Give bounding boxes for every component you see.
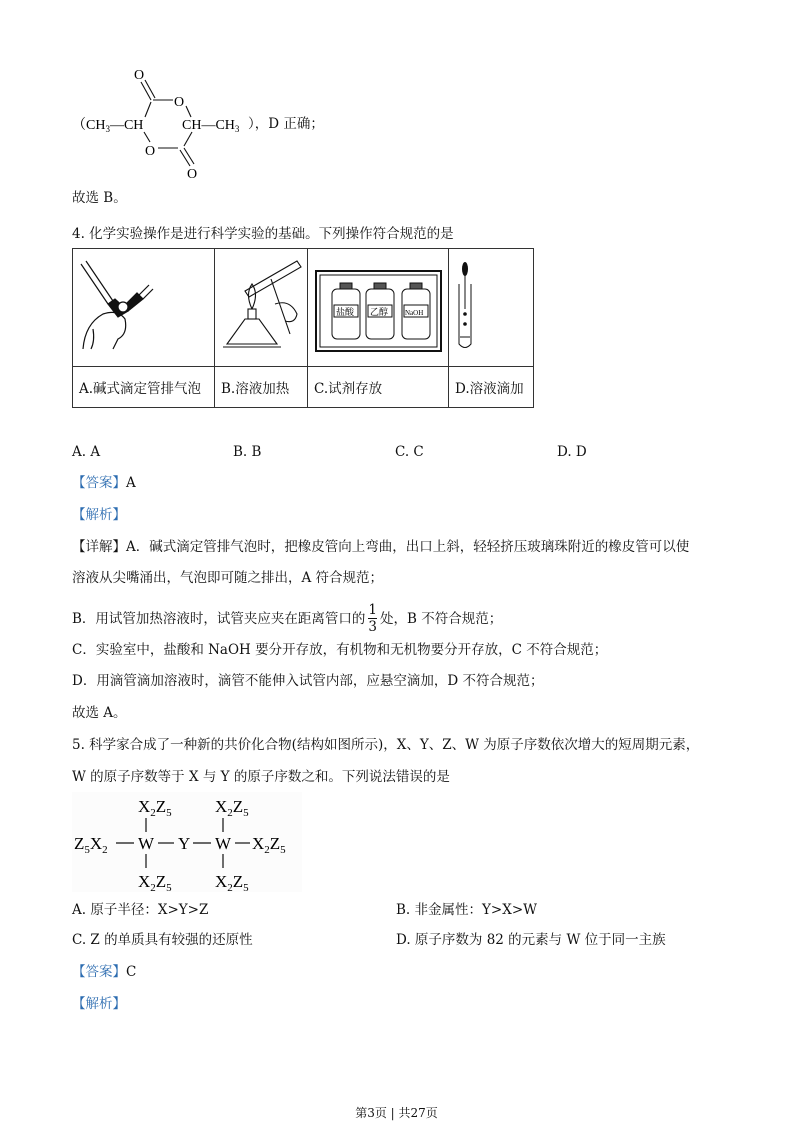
dropping-illustration <box>449 249 534 367</box>
q5-structure <box>72 792 302 892</box>
svg-text:O: O <box>134 68 145 83</box>
svg-text:X2Z5: $X_2Z_5$ <box>138 872 172 892</box>
fraction-denominator: 3 <box>368 619 378 635</box>
q4-detail-b <box>72 603 502 636</box>
q4-option-d: D. D <box>557 444 587 460</box>
q4-options-table <box>72 248 534 408</box>
caption-a: A.碱式滴定管排气泡 <box>73 367 215 408</box>
q4-option-a: A. A <box>72 444 101 460</box>
q4-analysis-tag: 【解析】 <box>72 507 126 523</box>
q5-option-d: D. 原子序数为 82 的元素与 W 位于同一主族 <box>396 932 666 948</box>
reagent-storage-illustration <box>308 249 449 367</box>
q4-detail-c: C．实验室中，盐酸和 NaOH 要分开存放，有机物和无机物要分开存放，C 不符合规范； <box>72 642 608 658</box>
svg-text:W: W <box>215 834 232 853</box>
caption-c: C.试剂存放 <box>308 367 449 408</box>
svg-text:O: O <box>174 95 185 110</box>
fraction-numerator: 1 <box>368 602 378 618</box>
svg-text:CH—CH3: $CH—CH_3$ <box>182 118 240 134</box>
q5-option-c: C. Z 的单质具有较强的还原性 <box>72 932 253 948</box>
dilactide-structure <box>70 62 260 184</box>
dropper-tube-icon <box>449 249 533 362</box>
q4-conclusion: 故选 A。 <box>72 705 127 721</box>
svg-text:Y: Y <box>178 834 191 853</box>
fraction <box>368 602 377 635</box>
svg-text:（CH3—CH: （$CH_3—CH$ <box>72 118 144 134</box>
svg-text:盐酸: 盐酸 <box>336 307 355 317</box>
q5-option-a: A. 原子半径：X>Y>Z <box>72 902 209 918</box>
svg-text:X2Z5: $X_2Z_5$ <box>252 834 286 856</box>
answer-tag: 【答案】 <box>72 964 126 980</box>
q5-stem-line-1: 5. 科学家合成了一种新的共价化合物(结构如图所示)，X、Y、Z、W 为原子序数依次增大的短周期元素， <box>72 737 700 753</box>
svg-text:W: W <box>138 834 155 853</box>
svg-text:X2Z5: $X_2Z_5$ <box>138 797 172 819</box>
q4-option-c: C. C <box>395 444 424 460</box>
answer-tag: 【答案】 <box>72 475 126 491</box>
q5-option-b: B. 非金属性：Y>X>W <box>396 902 538 918</box>
q4-option-b: B. B <box>233 444 262 460</box>
svg-text:O: O <box>145 144 156 159</box>
q5-stem-line-2: W 的原子序数等于 X 与 Y 的原子序数之和。下列说法错误的是 <box>72 769 450 785</box>
svg-text:X2Z5: $X_2Z_5$ <box>215 872 249 892</box>
detail-tag: 【详解】 <box>72 539 126 555</box>
q5-answer <box>72 963 136 981</box>
svg-text:X2Z5: $X_2Z_5$ <box>215 797 249 819</box>
detail-text: A．碱式滴定管排气泡时，把橡皮管向上弯曲，出口上斜，轻轻挤压玻璃珠附近的橡皮管可以使 <box>126 539 690 555</box>
answer-value: A <box>126 475 136 491</box>
q4-answer <box>72 474 136 492</box>
svg-text:NaOH: NaOH <box>405 309 424 317</box>
svg-text:Z5X2: $Z_5X_2$ <box>74 834 108 856</box>
heating-illustration <box>215 249 308 367</box>
q4-detail-d: D．用滴管滴加溶液时，滴管不能伸入试管内部，应悬空滴加，D 不符合规范； <box>72 673 544 689</box>
q4-detail-line-1 <box>72 538 689 556</box>
burette-illustration <box>73 249 215 367</box>
q3-answer-choice: 故选 B。 <box>72 190 127 206</box>
svg-text:O: O <box>187 167 198 182</box>
detail-b-post: 处，B 不符合规范； <box>380 611 503 627</box>
detail-b-pre: B．用试管加热溶液时，试管夹应夹在距离管口的 <box>72 611 366 627</box>
caption-d: D.溶液滴加 <box>449 367 534 408</box>
caption-b: B.溶液加热 <box>215 367 308 408</box>
alcohol-lamp-icon <box>215 249 307 362</box>
page-footer: 第3页 | 共27页 <box>355 1106 438 1120</box>
reagent-bottles-icon <box>308 249 448 362</box>
q3-conclusion-text: ），D 正确； <box>248 116 324 132</box>
svg-text:乙醇: 乙醇 <box>370 307 389 317</box>
q5-analysis-tag: 【解析】 <box>72 996 126 1012</box>
burette-bubble-icon <box>73 249 214 362</box>
answer-value: C <box>126 964 137 980</box>
q4-detail-line-2: 溶液从尖嘴涌出，气泡即可随之排出，A 符合规范； <box>72 570 384 586</box>
q4-stem: 4. 化学实验操作是进行科学实验的基础。下列操作符合规范的是 <box>72 226 454 242</box>
